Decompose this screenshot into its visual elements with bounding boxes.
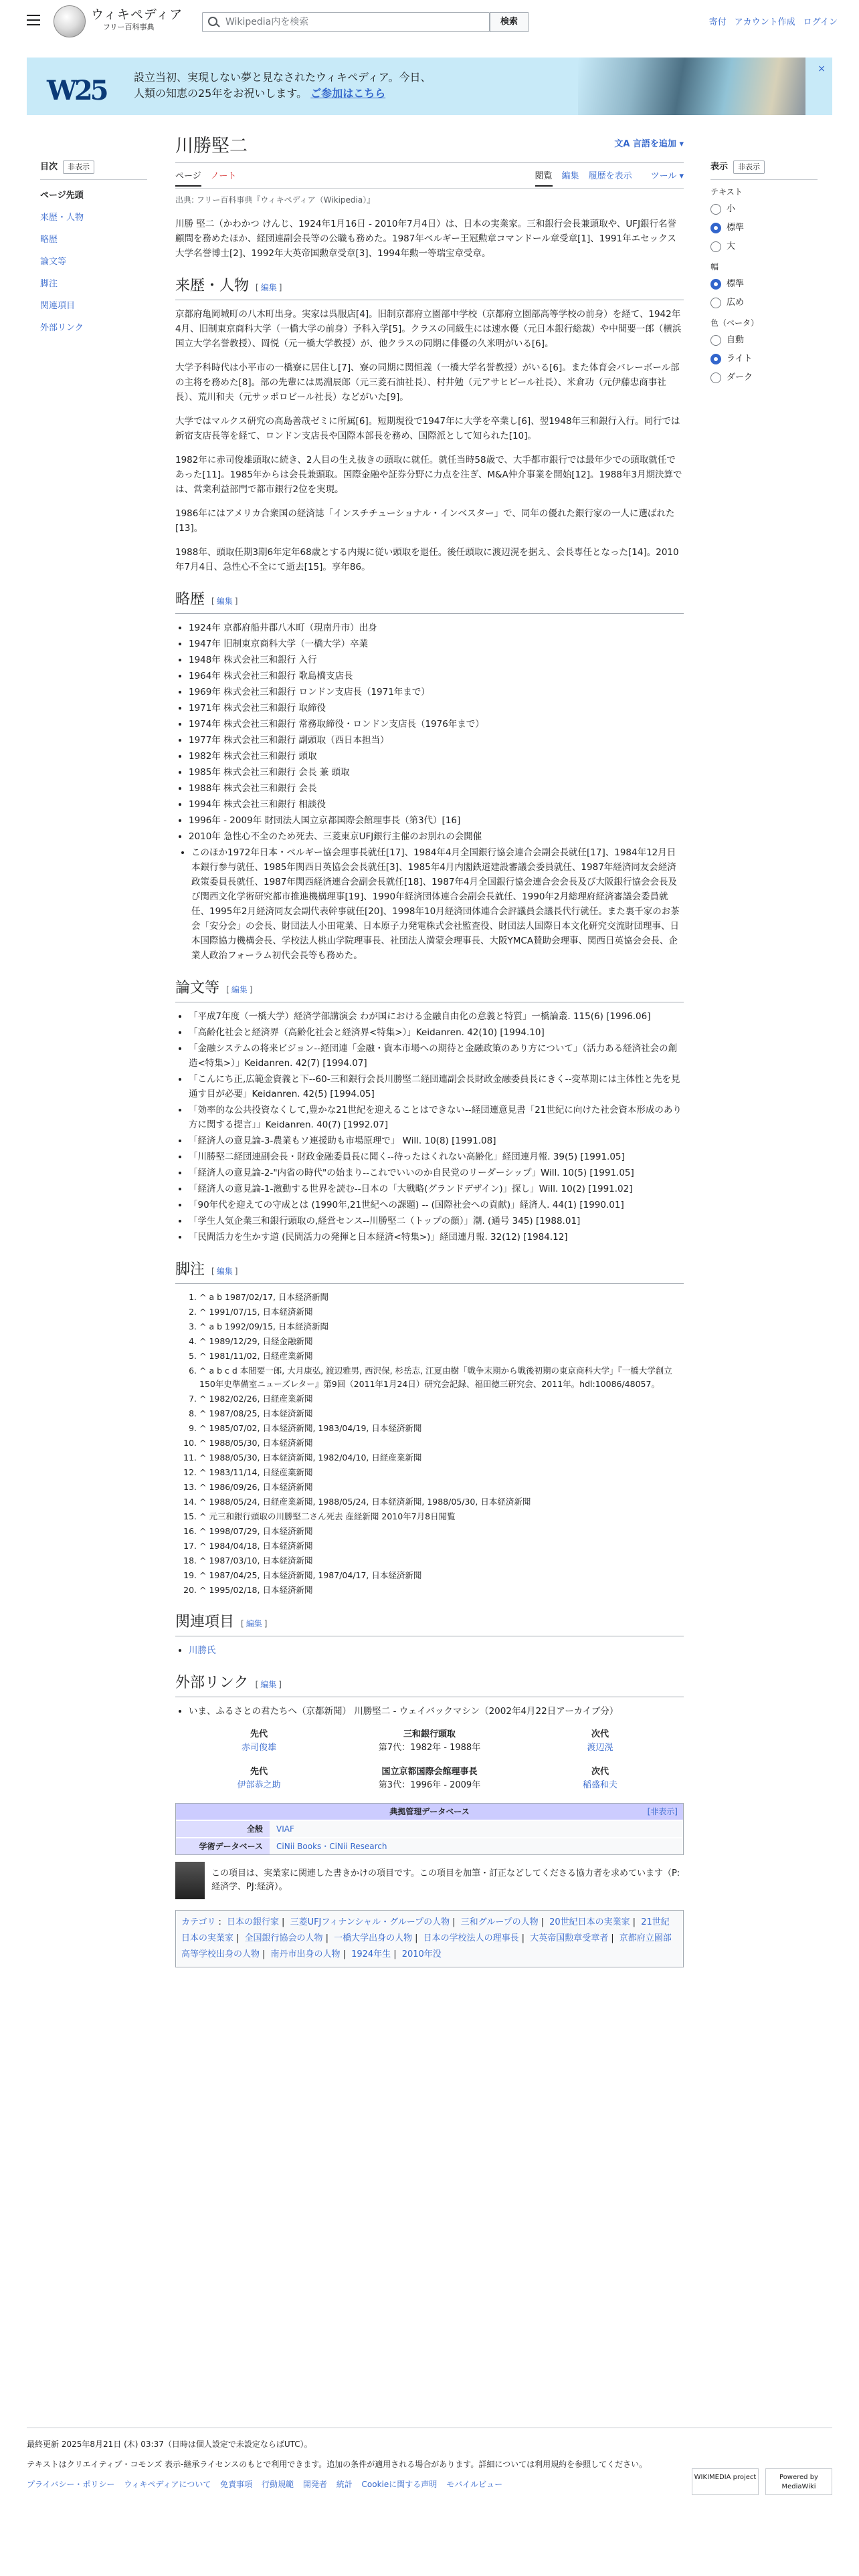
toc-item-history[interactable]: 略歴 — [40, 235, 58, 245]
category-link[interactable]: 2010年没 — [401, 1949, 442, 1959]
list-item: • 1974年 株式会社三和銀行 常務取締役・ロンドン支店長（1976年まで） — [189, 717, 684, 732]
tab-read[interactable]: 閲覧 — [535, 171, 553, 187]
page-title-bar — [175, 132, 684, 163]
reference-item: 15. ^ 元三和銀行頭取の川勝堅二さん死去 産経新聞 2010年7月8日閲覧 — [199, 1510, 684, 1523]
category-link[interactable]: 三和グループの人物 — [460, 1917, 539, 1927]
footer-link[interactable]: Cookieに関する声明 — [361, 2480, 438, 2489]
list-item: • 「川勝堅二経団連副会長・財政金融委員長に聞く--待ったはくれない高齢化」経団連月報. 39(5) [1991.05] — [189, 1150, 684, 1164]
list-item: • 1982年 株式会社三和銀行 頭取 — [189, 749, 684, 764]
fundraising-banner — [27, 58, 832, 115]
toc-header: 目次 非表示 — [40, 160, 147, 180]
list-item: • 1996年 - 2009年 財団法人国立京都国際会館理事長（第3代）[16] — [189, 813, 684, 828]
category-link[interactable]: 大英帝国勲章受章者 — [530, 1933, 609, 1943]
footer-link[interactable]: モバイルビュー — [446, 2480, 503, 2489]
tab-edit[interactable]: 編集 — [561, 171, 579, 181]
predecessor-link[interactable]: 赤司俊雄 — [241, 1743, 276, 1753]
list-item: • 1971年 株式会社三和銀行 取締役 — [189, 701, 684, 716]
color-auto[interactable]: 自動 — [710, 334, 818, 347]
footer-link[interactable]: 開発者 — [302, 2480, 327, 2489]
references-list — [199, 1291, 684, 1597]
career-para: 1988年、頭取任期3期6年定年68歳とする内規に従い頭取を退任。後任頭取に渡辺滉を据え、会長専任となった[14]。2010年7月4日、急性心不全にて逝去[15]。享年86。 — [175, 547, 679, 572]
category-link[interactable]: 京都府立園部高等学校出身の人物 — [181, 1933, 672, 1959]
last-updated: 最終更新 2025年8月21日 (木) 03:37（日時は個人設定で未設定ならばUTC）。 — [27, 2440, 312, 2449]
section-career: 来歴・人物 [ 編集 ] — [175, 276, 684, 300]
category-links: カテゴリ : 日本の銀行家 | 三菱UFJフィナンシャル・グループの人物 | 三和グループの人物 | 20世紀日本の実業家 | 21世紀日本の実業家 | 全国銀行協会の人物 | 一橋大学出身の人物 | 日本の学校法人の理事長 | 大英帝国勲章受章者 | 京都府立園部高等学校出身の人物 | 南丹市出身の人物 | 1924年生 | 2010年没 — [175, 1910, 684, 1967]
banner-photo — [578, 58, 805, 115]
section-external: 外部リンク [ 編集 ] — [175, 1673, 684, 1697]
career-para: 京都府亀岡城町の八木町出身。実家は呉服店[4]。旧制京都府立園部中学校（京都府立園部高等学校の前身）を経て、1942年4月、旧制東京商科大学（一橋大学の前身）予科入学[5]。クラスの同級生には速水優（元日本銀行総裁）や中間要一郎（横浜国立大学名誉教授）、岡悦（元一橋大学教授）が、他クラスの同期に俳優の久米明がいる[6]。 — [175, 309, 682, 349]
banner-join-link[interactable]: ご参加はこちら — [310, 87, 386, 100]
papers-list — [189, 1009, 684, 1245]
list-item: • 「学生人気企業三和銀行頭取の,経営センス--川勝堅二（トップの顔）」潮. (通号 345) [1988.01] — [189, 1214, 684, 1228]
reference-item: 7. ^ 1982/02/26, 日経産業新聞 — [199, 1392, 684, 1406]
toc-item-top[interactable]: ページ先頭 — [40, 191, 84, 201]
reference-item: 12. ^ 1983/11/14, 日経産業新聞 — [199, 1466, 684, 1479]
appearance-header: 表示 非表示 — [710, 160, 818, 180]
category-link[interactable]: 三菱UFJフィナンシャル・グループの人物 — [290, 1917, 450, 1927]
reference-item: 9. ^ 1985/07/02, 日本経済新聞, 1983/04/19, 日本経済新聞 — [199, 1422, 684, 1435]
toc-item-related[interactable]: 関連項目 — [40, 301, 76, 311]
wikipedia-globe-logo[interactable] — [54, 5, 86, 37]
reference-item: 11. ^ 1988/05/30, 日本経済新聞, 1982/04/10, 日経産業新聞 — [199, 1451, 684, 1465]
list-item: • 1964年 株式会社三和銀行 歌島橋支店長 — [189, 669, 684, 683]
text-size-standard[interactable]: 標準 — [710, 221, 818, 235]
list-item: • 「経済人の意見論-1-激動する世界を読む--日本の「大戦略(グランドデザイン)」探し」Will. 10(2) [1991.02] — [189, 1182, 684, 1196]
page-title: 川勝堅二 — [175, 136, 248, 156]
tab-talk[interactable]: ノート — [210, 171, 237, 181]
category-link[interactable]: 21世紀日本の実業家 — [181, 1917, 670, 1943]
tab-page[interactable]: ページ — [175, 171, 201, 187]
create-account-link[interactable]: アカウント作成 — [734, 17, 795, 27]
succession-row: 先代 伊部恭之助 国立京都国際会館理事長 第3代：1996年 - 2009年 次代 稲盛和夫 — [237, 1767, 617, 1790]
site-tagline: フリー百科事典 — [103, 23, 155, 31]
page-footer — [27, 2428, 832, 2491]
succession-row: 先代 赤司俊雄 三和銀行頭取 第7代：1982年 - 1988年 次代 渡辺滉 — [241, 1729, 613, 1753]
radio-icon — [710, 298, 721, 308]
authority-link[interactable]: VIAF — [270, 1821, 683, 1837]
list-item: • 2010年 急性心不全のため死去、三菱東京UFJ銀行主催のお別れの会開催 — [189, 829, 684, 844]
mediawiki-badge[interactable]: Powered by MediaWiki — [765, 2468, 832, 2495]
reference-item: 5. ^ 1981/11/02, 日経産業新聞 — [199, 1350, 684, 1363]
footer-link[interactable]: 行動規範 — [262, 2480, 294, 2489]
career-para: 1986年にはアメリカ合衆国の経済誌「インスチチューショナル・インベスター」で、同年の優れた銀行家の一人に選ばれた[13]。 — [175, 508, 675, 534]
category-link[interactable]: 20世紀日本の実業家 — [549, 1917, 630, 1927]
add-languages-button[interactable]: 文A 言語を追加 ▾ — [614, 139, 684, 149]
page-source-note: 出典: フリー百科事典『ウィキペディア（Wikipedia）』 — [175, 195, 375, 205]
site-name: ウィキペディア — [91, 7, 183, 22]
list-item: • 「経済人の意見論-3-農業もソ連援助も市場原理で」 Will. 10(8) [1991.08] — [189, 1134, 684, 1148]
width-wide[interactable]: 広め — [710, 296, 818, 310]
list-item: • 1988年 株式会社三和銀行 会長 — [189, 781, 684, 796]
category-label[interactable]: カテゴリ — [181, 1917, 216, 1927]
related-list — [189, 1643, 684, 1658]
history-sub-list — [191, 845, 684, 963]
edit-section-link[interactable]: 編集 — [216, 1267, 233, 1276]
edit-section-link[interactable]: 編集 — [216, 597, 233, 606]
width-standard[interactable]: 標準 — [710, 278, 818, 291]
toc-item-career[interactable]: 来歴・人物 — [40, 213, 84, 223]
toc-item-notes[interactable]: 脚注 — [40, 279, 58, 289]
list-item: • 1977年 株式会社三和銀行 副頭取（西日本担当） — [189, 733, 684, 748]
radio-selected-icon — [710, 279, 721, 290]
edit-section-link[interactable]: 編集 — [260, 1680, 277, 1689]
related-link[interactable]: 川勝氏 — [189, 1645, 216, 1656]
career-para: 大学ではマルクス研究の高島善哉ゼミに所属[6]。短期現役で1947年に大学を卒業し[6]、翌1948年三和銀行入行。同行では新宿支店長等を経て、ロンドン支店長や国際本部長を務め、国際派として知られた[10]。 — [175, 416, 680, 441]
tab-tools[interactable]: ツール ▾ — [650, 171, 684, 181]
reference-item: 14. ^ 1988/05/24, 日経産業新聞, 1988/05/24, 日本経済新聞, 1988/05/30, 日本経済新聞 — [199, 1495, 684, 1509]
category-link[interactable]: 一橋大学出身の人物 — [334, 1933, 413, 1943]
wikimedia-badge[interactable]: WIKIMEDIA project — [692, 2468, 759, 2495]
wikipedia-25-logo: W25 — [47, 75, 106, 106]
radio-selected-icon — [710, 223, 721, 233]
search-button[interactable]: 検索 — [490, 12, 529, 32]
search-box[interactable] — [202, 12, 490, 32]
color-light[interactable]: ライト — [710, 352, 818, 366]
radio-icon — [710, 204, 721, 215]
site-header — [0, 0, 859, 44]
reference-item: 20. ^ 1995/02/18, 日本経済新聞 — [199, 1584, 684, 1597]
user-links — [701, 16, 838, 30]
edit-section-link[interactable]: 編集 — [246, 1619, 262, 1628]
successor-link[interactable]: 渡辺滉 — [587, 1743, 613, 1753]
banner-text: 設立当初、実現しない夢と見なされたウィキペディア。今日、 人類の知恵の25年をお祝いします。 ご参加はこちら — [134, 71, 432, 100]
list-item: • 1985年 株式会社三和銀行 会長 兼 頭取 — [189, 765, 684, 780]
close-icon[interactable]: × — [818, 64, 826, 74]
list-item: • 1948年 株式会社三和銀行 入行 — [189, 653, 684, 667]
radio-icon — [710, 372, 721, 383]
section-notes: 脚注 [ 編集 ] — [175, 1259, 684, 1284]
text-size-large[interactable]: 大 — [710, 240, 818, 253]
footer-link[interactable]: ウィキペディアについて — [124, 2480, 211, 2489]
career-para: 1982年に赤司俊雄頭取に続き、2人目の生え抜きの頭取に就任。就任当時58歳で、大手都市銀行では最年少での頭取就任であった[11]。1985年からは会長兼頭取。国際金融や証券分野に力点を注ぎ、M&A仲介事業を開始[12]。1988年3月期決算では、営業利益部門で都市銀行2位を実現。 — [175, 455, 682, 495]
radio-icon — [710, 241, 721, 252]
donate-link[interactable]: 寄付 — [708, 17, 727, 27]
toc-hide-button[interactable]: 非表示 — [63, 160, 94, 174]
reference-item: 19. ^ 1987/04/25, 日本経済新聞, 1987/04/17, 日本経済新聞 — [199, 1569, 684, 1582]
external-link-item[interactable]: • いま、ふるさとの君たちへ（京都新聞） 川勝堅二 - ウェイバックマシン（2002年4月22日アーカイブ分） — [189, 1704, 684, 1719]
color-dark[interactable]: ダーク — [710, 371, 818, 385]
edit-section-link[interactable]: 編集 — [260, 283, 277, 292]
list-item: • 「金融システムの将来ビジョン--経団連「金融・資本市場への期待と金融政策のあり方について」（活力ある経済社会の創造<特集>）」Keidanren. 42(7) [1994.07] — [189, 1041, 684, 1071]
stub-portrait-icon — [175, 1862, 205, 1899]
history-list — [189, 621, 684, 844]
appearance-hide-button[interactable]: 非表示 — [733, 160, 765, 174]
list-item: • 「高齢化社会と経済界（高齢化社会と経済界<特集>）」Keidanren. 42(10) [1994.10] — [189, 1025, 684, 1040]
category-link[interactable]: 南丹市出身の人物 — [270, 1949, 341, 1959]
list-item: • 1969年 株式会社三和銀行 ロンドン支店長（1971年まで） — [189, 685, 684, 700]
section-history: 略歴 [ 編集 ] — [175, 589, 684, 614]
edit-section-link[interactable]: 編集 — [231, 985, 248, 994]
authority-hide-link[interactable]: [非表示] — [647, 1807, 678, 1816]
predecessor-link[interactable]: 伊部恭之助 — [237, 1780, 281, 1790]
article-content — [175, 213, 684, 1967]
wordmark[interactable] — [91, 7, 183, 32]
list-item: • 1994年 株式会社三和銀行 相談役 — [189, 797, 684, 812]
page-tabs — [175, 167, 684, 189]
license-text: テキストはクリエイティブ・コモンズ 表示-継承ライセンスのもとで利用できます。追加の条件が適用される場合があります。詳細については利用規約を参照してください。 — [27, 2460, 648, 2469]
category-link[interactable]: 1924年生 — [351, 1949, 391, 1959]
section-related: 関連項目 [ 編集 ] — [175, 1612, 684, 1636]
footer-link[interactable]: 統計 — [336, 2480, 353, 2489]
reference-item: 13. ^ 1986/09/26, 日本経済新聞 — [199, 1481, 684, 1494]
radio-icon — [710, 335, 721, 346]
category-link[interactable]: 日本の学校法人の理事長 — [423, 1933, 519, 1943]
tab-history[interactable]: 履歴を表示 — [588, 171, 632, 181]
translate-icon: 文A — [614, 139, 633, 149]
radio-selected-icon — [710, 354, 721, 364]
list-item: • 1924年 京都府船井郡八木町（現南丹市）出身 — [189, 621, 684, 635]
reference-item: 18. ^ 1987/03/10, 日本経済新聞 — [199, 1554, 684, 1568]
succession-box — [175, 1728, 684, 1792]
footer-badges — [685, 2468, 832, 2495]
search-icon — [208, 17, 217, 26]
table-of-contents — [40, 160, 147, 340]
reference-item: 2. ^ 1991/07/15, 日本経済新聞 — [199, 1305, 684, 1319]
category-link[interactable]: 日本の銀行家 — [227, 1917, 280, 1927]
reference-item: 10. ^ 1988/05/30, 日本経済新聞 — [199, 1436, 684, 1450]
toc-item-papers[interactable]: 論文等 — [40, 257, 67, 267]
main-menu-icon[interactable] — [27, 15, 40, 25]
list-item: • 「民間活力を生かす道 (民間活力の発揮と日本経済<特集>)」経団連月報. 32(12) [1984.12] — [189, 1230, 684, 1245]
stub-notice: この項目は、実業家に関連した書きかけの項目です。この項目を加筆・訂正などしてくださる協力者を求めています（P:経済学、PJ:経済）。 — [175, 1862, 684, 1899]
toc-item-external[interactable]: 外部リンク — [40, 323, 84, 333]
search-input[interactable] — [225, 15, 413, 29]
list-item: • 「こんにち正,広範金資義と下--60-三和銀行会長川勝堅二経団連副会長財政金融委員長にきく--変革期には主体性と先を見通す目が必要」Keidanren. 42(5) [1994.05] — [189, 1072, 684, 1101]
appearance-panel: 表示 非表示 テキスト 小 標準 大 幅 標準 広め 色（ベータ） 自動 ライト ダーク — [710, 160, 818, 391]
successor-link[interactable]: 稲盛和夫 — [582, 1780, 617, 1790]
list-item: • 「経済人の意見論-2-"内省の時代"の始まり--これでいいのか自民党のリーダーシップ」Will. 10(5) [1991.05] — [189, 1166, 684, 1180]
text-size-small[interactable]: 小 — [710, 203, 818, 216]
reference-item: 6. ^ a b c d 本間要一郎, 大月康弘, 渡辺雅男, 西沢保, 杉岳志, 江夏由樹「戦争末期から戦後初期の東京商科大学」『一橋大学創立150年史準備室ニューズレター』第9回（2011年1月24日）研究会記録、福田徳三研究会、2011年。hdl:10086/48057。 — [199, 1364, 684, 1391]
authority-link[interactable]: CiNii Books・CiNii Research — [270, 1838, 683, 1854]
intro-paragraph: 川勝 堅二（かわかつ けんじ、1924年1月16日 - 2010年7月4日）は、日本の実業家。三和銀行会長兼頭取や、UFJ銀行名誉顧問を務めたほか、経団連副会長等の公職も務めた。1987年ベルギー王冠勲章コマンドール章受章[1]、1991年エセックス大学名誉博士[2]、1992年大英帝国勲章受章[3]、1994年勲一等瑞宝章受章。 — [175, 219, 677, 259]
list-item: • 「効率的な公共投資なくして,豊かな21世紀を迎えることはできない--経団連意見書「21世紀に向けた社会資本形成のあり方に関する提言」」Keidanren. 40(7) [1992.07] — [189, 1103, 684, 1132]
login-link[interactable]: ログイン — [803, 17, 838, 27]
footer-link[interactable]: プライバシー・ポリシー — [27, 2480, 115, 2489]
section-papers: 論文等 [ 編集 ] — [175, 978, 684, 1002]
external-list — [189, 1704, 684, 1719]
career-para: 大学予科時代は小平市の一橋寮に居住し[7]、寮の同期に関恒義（一橋大学名誉教授）がいる[6]。また体育会バレーボール部の主将を務めた[8]。部の先輩には馬淵辰郎（元三菱石油社長）、村井勉（元アサヒビール社長）、米倉功（元伊藤忠商事社長）、荒川和夫（元サッポロビール社長）などがいた[9]。 — [175, 362, 680, 403]
reference-item: 4. ^ 1989/12/29, 日経金融新聞 — [199, 1335, 684, 1348]
reference-item: 8. ^ 1987/08/25, 日本経済新聞 — [199, 1407, 684, 1420]
footer-link[interactable]: 免責事項 — [220, 2480, 253, 2489]
list-item: • 1947年 旧制東京商科大学（一橋大学）卒業 — [189, 637, 684, 651]
reference-item: 3. ^ a b 1992/09/15, 日本経済新聞 — [199, 1320, 684, 1333]
reference-item: 1. ^ a b 1987/02/17, 日本経済新聞 — [199, 1291, 684, 1304]
reference-item: 16. ^ 1998/07/29, 日本経済新聞 — [199, 1525, 684, 1538]
list-item: • このほか1972年日本・ベルギー協会理事長就任[17]、1984年4月全国銀行協会連合会副会長就任[17]、1984年12月日本銀行参与就任、1985年関西日英協会会長就任[3]、1985年4月内閣鉄道建設審議会委員就任、1987年経済同友会経済政策委員長就任、1987年関西経済連合会副会長就任[18]、1987年4月全国銀行協会連合会会長及び大阪銀行協会会長及び関西文化学術研究都市推進機構理事[19]、1990年経済団体連合会副会長就任、1990年2月総理府経済審議会委員就任、1995年2月経済同友会副代表幹事就任[20]、1998年10月経済団体連合会評議員会議長代行就任。また裏千家のお茶会「安分会」の会長、財団法人小田電業、日本原子力発電株式会社監査役、財団法人国際日本文化研究交流財団理事、日本国際協力機構会長、学校法人桃山学院理事長、社団法人満蒙会理事長、大阪YMCA賛助会理事、関西日英協会会長、企業人政治フォーラム初代会長等も務めた。 — [191, 845, 684, 963]
category-link[interactable]: 全国銀行協会の人物 — [244, 1933, 323, 1943]
reference-item: 17. ^ 1984/04/18, 日本経済新聞 — [199, 1539, 684, 1553]
list-item: • 「平成7年度（一橋大学）経済学部講演会 わが国における金融自由化の意義と特質」一橋論叢. 115(6) [1996.06] — [189, 1009, 684, 1024]
list-item: • 「90年代を迎えての守成とは (1990年,21世紀への課題) -- (国際社会への貢献)」経済人. 44(1) [1990.01] — [189, 1198, 684, 1212]
authority-control: 典拠管理データベース [非表示] 全般 VIAF 学術データベース CiNii Books・CiNii Research — [175, 1803, 684, 1855]
